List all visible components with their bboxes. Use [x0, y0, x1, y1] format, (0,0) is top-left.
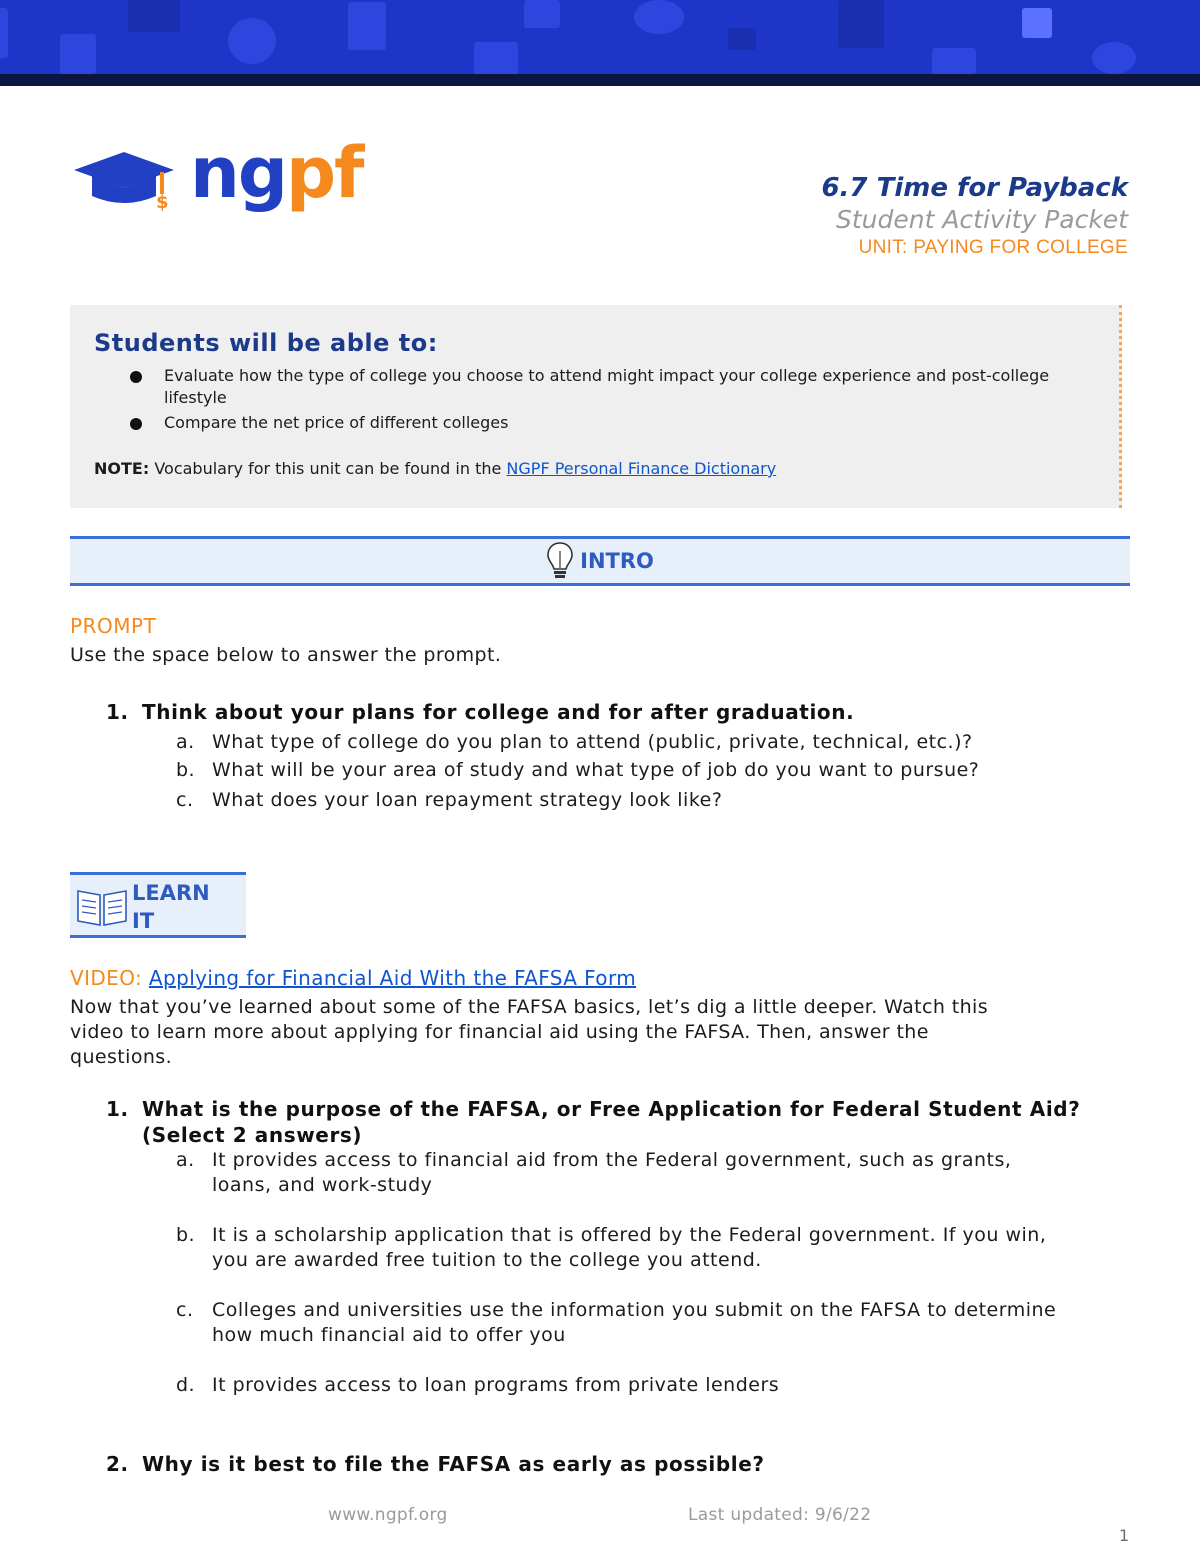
footer-last-updated: Last updated: 9/6/22	[688, 1505, 872, 1525]
question-text: Think about your plans for college and for after graduation.	[142, 700, 855, 724]
objectives-heading: Students will be able to:	[94, 329, 438, 357]
objectives-list	[130, 365, 1079, 434]
vocabulary-note	[94, 458, 1079, 480]
calculator-icon	[1022, 8, 1052, 38]
prompt-instruction: Use the space below to answer the prompt.	[70, 644, 502, 666]
banner-decoration	[0, 8, 8, 58]
answer-option-b[interactable]: b. It is a scholarship application that is offered by the Federal government. If you win, you are awarded free tuition to the college you attend.	[176, 1224, 1047, 1271]
header-rule	[0, 74, 1200, 86]
document-title-block	[821, 172, 1128, 261]
banner-decoration	[128, 0, 180, 32]
logo-wordmark: ngpf	[190, 132, 363, 214]
prompt-question	[106, 699, 854, 725]
note-text: Vocabulary for this unit can be found in the	[149, 459, 507, 478]
prompt-sub-item: a. What type of college do you plan to attend (public, private, technical, etc.)?	[176, 731, 973, 753]
piggy-bank-icon	[634, 0, 684, 34]
dictionary-link[interactable]: NGPF Personal Finance Dictionary	[506, 459, 777, 478]
graduation-cap-icon	[72, 148, 184, 218]
objective-item: Compare the net price of different colleges	[130, 412, 1079, 434]
header-banner	[0, 0, 1200, 74]
prompt-label: PROMPT	[70, 614, 157, 638]
learn-it-label: LEARN IT	[132, 881, 210, 933]
document-title: 6.7 Time for Payback	[821, 173, 1128, 203]
open-book-icon	[74, 885, 130, 929]
video-description: Now that you’ve learned about some of the FAFSA basics, let’s dig a little deeper. Watch this video to learn more about applying for financial aid using the FAFSA. Then, answer the questions.	[70, 996, 988, 1068]
question-number: 1.	[106, 700, 129, 724]
intro-label: INTRO	[580, 549, 654, 573]
question-1: 1. What is the purpose of the FAFSA, or Free Application for Federal Student Aid? (Select 2 answers)	[106, 1097, 1081, 1147]
objectives-box	[70, 305, 1122, 508]
svg-text:$: $	[156, 192, 169, 213]
piggy-bank-icon	[228, 18, 276, 64]
learn-it-section-header	[70, 872, 246, 938]
lightbulb-icon	[546, 541, 574, 581]
folder-icon	[932, 48, 976, 74]
calculator-icon	[838, 0, 884, 48]
objective-item: Evaluate how the type of college you choose to attend might impact your college experience and post-college lifestyle	[130, 365, 1079, 409]
video-line	[70, 965, 636, 991]
piggy-bank-icon	[1092, 42, 1136, 74]
banner-decoration	[60, 34, 96, 74]
prompt-sub-item: b. What will be your area of study and what type of job do you want to pursue?	[176, 759, 980, 781]
footer-url[interactable]: www.ngpf.org	[328, 1505, 448, 1525]
document-subtitle: Student Activity Packet	[835, 205, 1128, 234]
folder-icon	[474, 42, 518, 74]
question-2: 2. Why is it best to file the FAFSA as early as possible?	[106, 1452, 765, 1476]
intro-section-header	[70, 536, 1130, 586]
note-label: NOTE:	[94, 459, 150, 478]
prompt-sub-item: c. What does your loan repayment strategy look like?	[176, 789, 723, 811]
answer-option-c[interactable]: c. Colleges and universities use the information you submit on the FAFSA to determine how much financial aid to offer you	[176, 1299, 1057, 1346]
page-number: 1	[1119, 1526, 1130, 1545]
folder-icon	[728, 28, 756, 50]
calculator-icon	[524, 0, 560, 28]
ngpf-logo[interactable]	[72, 132, 363, 220]
video-link[interactable]: Applying for Financial Aid With the FAFSA Form	[148, 966, 637, 990]
document-icon	[348, 2, 386, 50]
answer-option-a[interactable]: a. It provides access to financial aid from the Federal government, such as grants, loans, and work-study	[176, 1149, 1012, 1196]
video-label: VIDEO:	[70, 966, 143, 990]
answer-option-d[interactable]: d. It provides access to loan programs from private lenders	[176, 1374, 780, 1396]
unit-label: UNIT: PAYING FOR COLLEGE	[858, 237, 1128, 258]
